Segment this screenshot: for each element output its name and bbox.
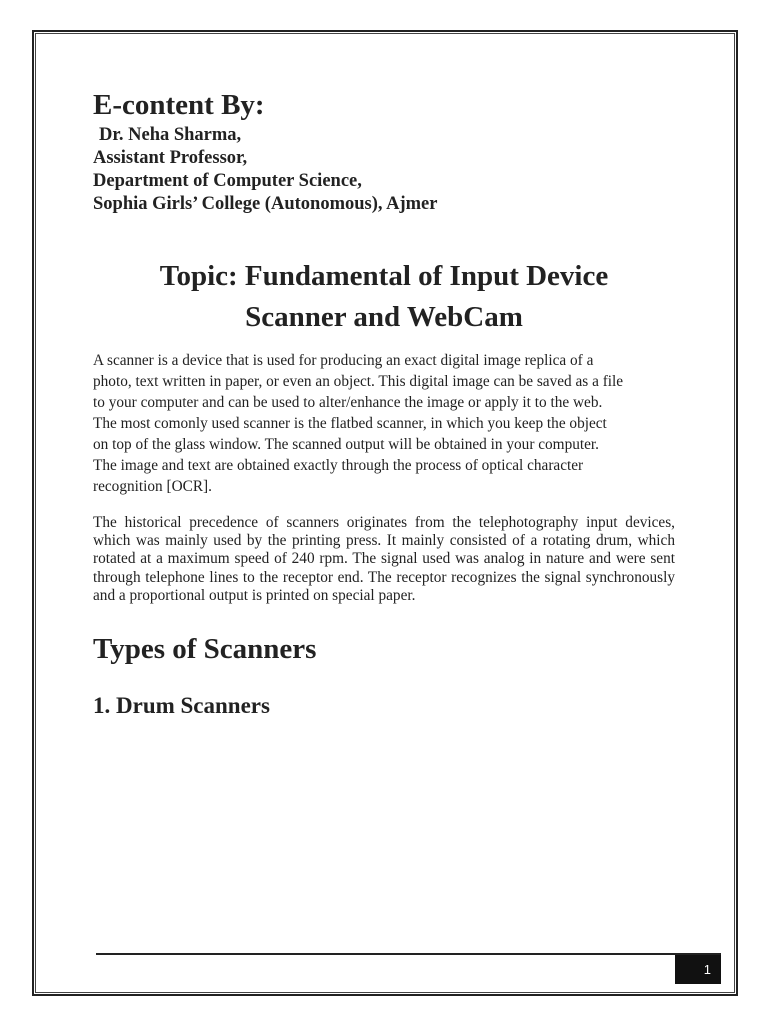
- author-name: Dr. Neha Sharma,: [99, 125, 242, 145]
- topic-title-line-2: Scanner and WebCam: [245, 301, 523, 333]
- topic-title-line-1: Topic: Fundamental of Input Device: [159, 260, 609, 292]
- types-of-scanners-heading: Types of Scanners: [93, 633, 317, 666]
- intro-line: photo, text written in paper, or even an object. This digital image can be saved as a file: [93, 373, 624, 390]
- author-department: Department of Computer Science,: [93, 171, 362, 191]
- intro-line: The most comonly used scanner is the flatbed scanner, in which you keep the object: [93, 415, 607, 432]
- intro-line: recognition [OCR].: [93, 478, 212, 495]
- econtent-heading: E-content By:: [93, 89, 265, 121]
- drum-scanners-heading: 1. Drum Scanners: [93, 693, 270, 719]
- intro-line: on top of the glass window. The scanned output will be obtained in your computer.: [93, 436, 599, 453]
- footer-rule: [96, 953, 721, 955]
- topic-title: [93, 256, 675, 338]
- author-designation: Assistant Professor,: [93, 148, 248, 168]
- author-college: Sophia Girls’ College (Autonomous), Ajmer: [93, 194, 438, 214]
- intro-paragraph: [93, 350, 675, 497]
- intro-line: The image and text are obtained exactly through the process of optical character: [93, 457, 584, 474]
- document-content: [93, 88, 675, 744]
- intro-line: to your computer and can be used to alter/enhance the image or apply it to the web.: [93, 394, 603, 411]
- intro-line: A scanner is a device that is used for producing an exact digital image replica of a: [93, 352, 594, 369]
- author-block: [93, 124, 675, 216]
- history-paragraph: The historical precedence of scanners originates from the telephotography input devices, which was mainly used by the printing press. It mainly consisted of a rotating drum, which rotated at a maximum speed of 240 rpm. The signal used was analog in nature and were sent through telephone lines to the receptor end. The receptor recognizes the signal synchronously and a proportional output is printed on special paper.: [93, 514, 675, 604]
- page-number: 1: [675, 955, 721, 984]
